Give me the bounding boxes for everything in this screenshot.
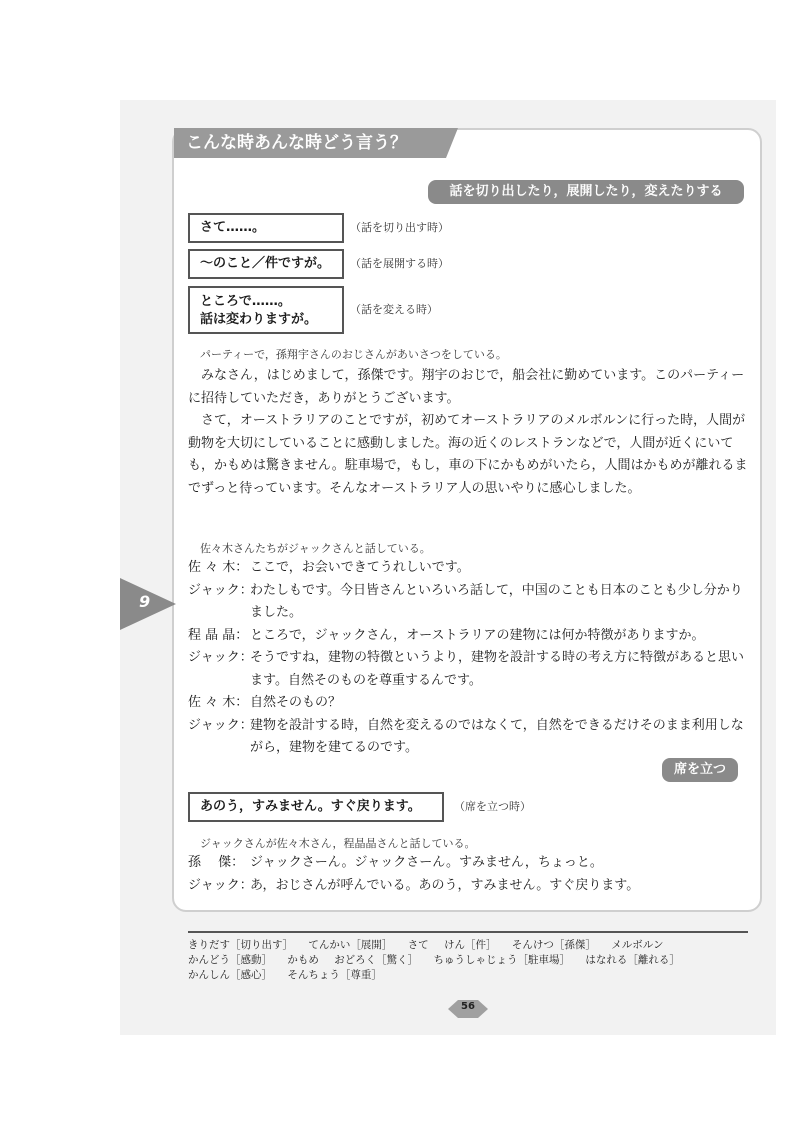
speech-paragraph: さて，オーストラリアのことですが，初めてオーストラリアのメルボルンに行った時，人間が動物を大切にしていることに感動しました。海の近くのレストランなどで，人間が近くにいても，かもめは驚きません。駐車場で，もし，車の下にかもめがいたら，人間はかもめが離れるまでずっと待っています。そんなオーストラリア人の思いやりに感心しました。 <box>188 413 748 496</box>
speaker: ジャック： <box>188 582 253 598</box>
speaker: ジャック： <box>188 877 253 893</box>
vocab-divider <box>188 931 748 933</box>
vocabulary-list <box>188 938 748 983</box>
phrase-box-leave <box>188 792 444 822</box>
vocab-item: メルボルン <box>611 939 664 951</box>
utterance: 建物を設計する時，自然を変えるのではなくて，自然をできるだけそのまま利用しながら，建物を建てるのです。 <box>250 717 744 755</box>
vocab-item: かんどう［感動］ <box>188 954 272 966</box>
speech-text <box>188 365 748 500</box>
phrase-box-change <box>188 286 344 334</box>
vocab-item: さて <box>407 939 429 951</box>
vocab-item: けん［件］ <box>444 939 497 951</box>
scene-description: 佐々木さんたちがジャックさんと話している。 <box>200 542 431 555</box>
phrase-note: （話を変える時） <box>350 303 438 316</box>
dialog-line <box>188 625 748 648</box>
vocab-item: そんけつ［孫傑］ <box>511 939 596 951</box>
speaker: 佐 々 木： <box>188 560 249 575</box>
vocab-item: かんしん［感心］ <box>188 969 272 981</box>
dialog-line <box>188 692 748 715</box>
vocab-item: はなれる［離れる］ <box>585 954 680 966</box>
vocab-item: そんちょう［尊重］ <box>287 969 382 981</box>
vocab-item: かもめ <box>287 954 319 966</box>
vocab-item: ちゅうしゃじょう［駐車場］ <box>433 954 571 966</box>
dialog-block <box>188 557 748 760</box>
utterance: わたしもです。今日皆さんといろいろ話して，中国のことも日本のことも少し分かりました。 <box>250 582 743 620</box>
dialog-line <box>188 557 748 580</box>
phrase-text: さて……。 <box>200 220 266 235</box>
dialog-line <box>188 647 748 692</box>
utterance: 自然そのもの？ <box>250 695 342 710</box>
section-tag-topic: 話を切り出したり，展開したり，変えたりする <box>428 180 744 204</box>
page-title: こんな時あんな時どう言う？ <box>174 128 446 158</box>
speech-paragraph: みなさん，はじめまして，孫傑です。翔宇のおじで，船会社に勤めています。このパーティーに招待していただき，ありがとうございます。 <box>188 368 745 406</box>
phrase-text: ところで……。 <box>200 294 291 309</box>
phrase-text: ～のこと／件ですが。 <box>200 256 331 271</box>
dialog-line <box>188 852 748 875</box>
page-number: 56 <box>461 1001 475 1012</box>
scene-description: ジャックさんが佐々木さん，程晶晶さんと話している。 <box>200 837 476 850</box>
chapter-number: 9 <box>139 592 151 611</box>
phrase-text: 話は変わりますが。 <box>200 312 318 327</box>
vocab-item: きりだす［切り出す］ <box>188 939 293 951</box>
vocab-item: てんかい［展開］ <box>308 939 393 951</box>
dialog-line <box>188 715 748 760</box>
page-number-badge <box>446 998 490 1020</box>
phrase-box-start <box>188 213 344 243</box>
speaker: 程 晶 晶： <box>188 627 249 643</box>
utterance: ここで，お会いできてうれしいです。 <box>250 560 470 575</box>
utterance: あ，おじさんが呼んでいる。あのう，すみません。すぐ戻ります。 <box>250 877 640 893</box>
utterance: ところで，ジャックさん，オーストラリアの建物には何か特徴がありますか。 <box>250 627 705 643</box>
dialog-block <box>188 852 748 897</box>
speaker: ジャック： <box>188 650 253 665</box>
section-tag-leave-seat: 席を立つ <box>662 758 738 782</box>
phrase-note: （話を切り出す時） <box>350 221 449 234</box>
phrase-text: あのう，すみません。すぐ戻ります。 <box>200 799 421 814</box>
speaker: ジャック： <box>188 717 253 733</box>
utterance: そうですね，建物の特徴というより，建物を設計する時の考え方に特徴があると思います。自然そのものを尊重するんです。 <box>250 650 745 688</box>
utterance: ジャックさーん。ジャックさーん。すみません，ちょっと。 <box>250 855 603 870</box>
dialog-line <box>188 875 748 898</box>
scene-description: パーティーで，孫翔宇さんのおじさんがあいさつをしている。 <box>200 348 507 361</box>
vocab-item: おどろく［驚く］ <box>334 954 419 966</box>
phrase-box-develop <box>188 249 344 279</box>
phrase-note: （席を立つ時） <box>454 800 531 813</box>
phrase-note: （話を展開する時） <box>350 257 449 270</box>
speaker: 孫 傑： <box>188 855 245 870</box>
dialog-line <box>188 580 748 625</box>
speaker: 佐 々 木： <box>188 695 249 710</box>
